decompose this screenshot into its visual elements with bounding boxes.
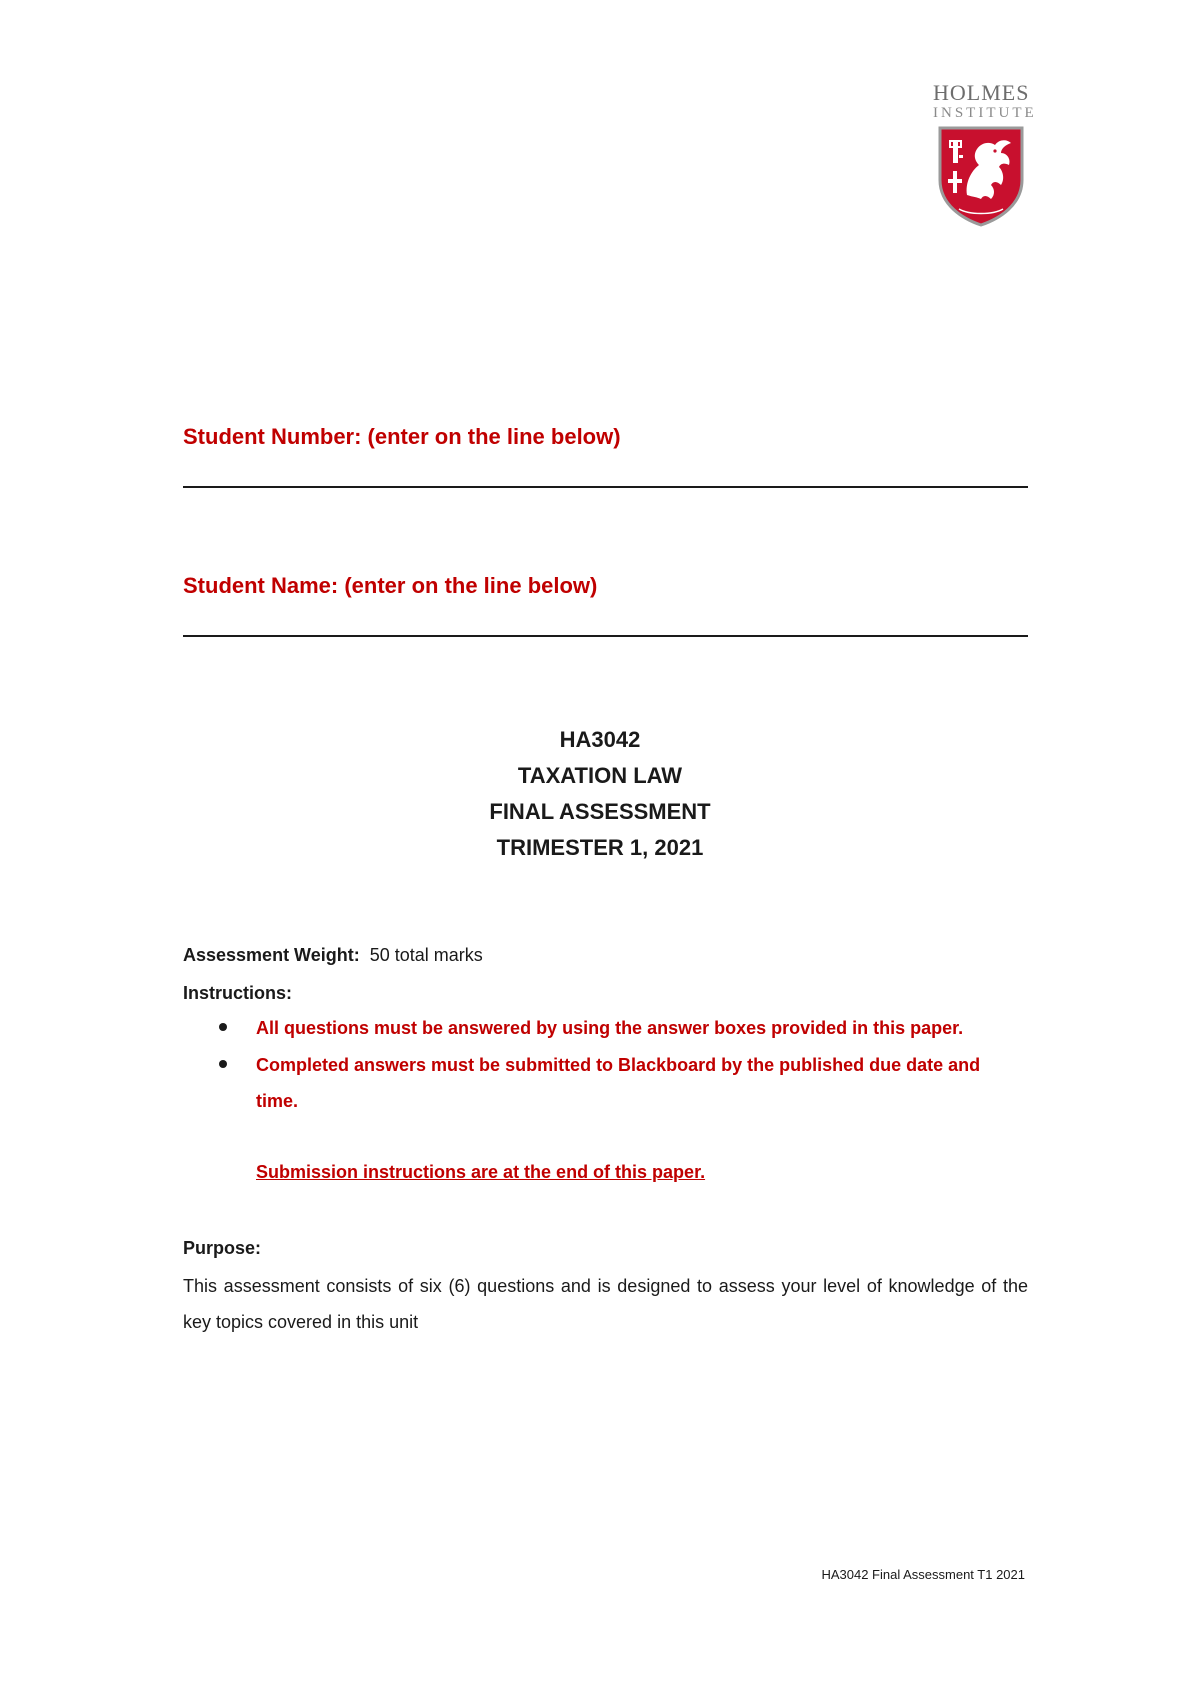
- assessment-weight: [183, 945, 483, 966]
- unit-code: HA3042: [559, 727, 641, 752]
- assessment-weight-value: 50 total marks: [369, 945, 483, 965]
- instructions-heading: Instructions:: [183, 983, 293, 1003]
- student-number-label: Student Number: (enter on the line below): [183, 424, 621, 449]
- bullet-icon: [219, 1060, 227, 1068]
- purpose-heading: Purpose:: [183, 1238, 262, 1258]
- griffin-shield-icon: [937, 125, 1025, 227]
- student-name-label: Student Name: (enter on the line below): [183, 573, 598, 598]
- instruction-item: All questions must be answered by using the answer boxes provided in this paper.: [256, 1018, 964, 1038]
- assessment-term: TRIMESTER 1, 2021: [496, 835, 704, 860]
- holmes-institute-logo: [933, 80, 1037, 227]
- instruction-item: Completed answers must be submitted to Blackboard by the published due date and time.: [256, 1055, 981, 1111]
- logo-wordmark-institute: INSTITUTE: [933, 105, 1037, 121]
- unit-name: TAXATION LAW: [517, 763, 683, 788]
- student-name-line[interactable]: [183, 635, 1028, 637]
- assessment-title-block: [0, 722, 1200, 866]
- assessment-weight-label: Assessment Weight:: [183, 945, 360, 965]
- purpose-body: This assessment consists of six (6) questions and is designed to assess your level of knowledge of the key topics covered in this unit: [183, 1276, 1028, 1332]
- page-footer: HA3042 Final Assessment T1 2021: [821, 1567, 1025, 1582]
- logo-wordmark-holmes: HOLMES: [933, 80, 1030, 105]
- submission-instructions-note: Submission instructions are at the end of this paper.: [256, 1162, 706, 1182]
- student-number-line[interactable]: [183, 486, 1028, 488]
- assessment-type: FINAL ASSESSMENT: [489, 799, 711, 824]
- bullet-icon: [219, 1023, 227, 1031]
